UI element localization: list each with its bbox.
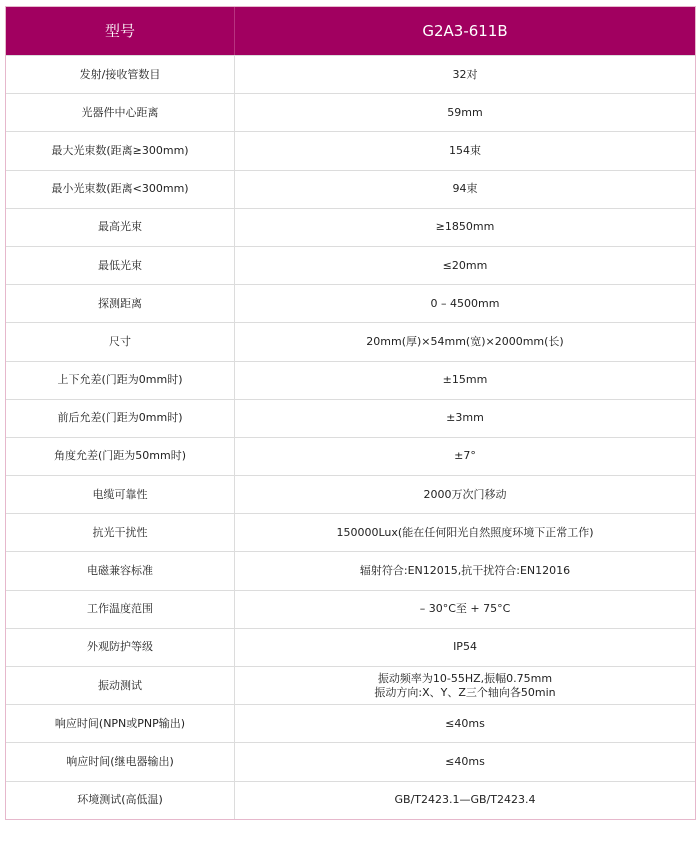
table-row [6, 399, 695, 437]
spec-label: 角度允差(门距为50mm时) [6, 438, 235, 475]
spec-value-line: ≤40ms [445, 716, 485, 730]
spec-value [235, 514, 695, 551]
spec-value-line: 94束 [452, 182, 478, 196]
spec-value [235, 629, 695, 666]
spec-label: 环境测试(高低温) [6, 782, 235, 819]
spec-label: 工作温度范围 [6, 591, 235, 628]
spec-value [235, 552, 695, 589]
spec-value-line: 154束 [449, 143, 481, 157]
spec-label: 发射/接收管数目 [6, 56, 235, 93]
table-header [6, 7, 695, 55]
table-row [6, 208, 695, 246]
table-row [6, 590, 695, 628]
spec-label: 光器件中心距离 [6, 94, 235, 131]
table-row [6, 475, 695, 513]
table-row [6, 246, 695, 284]
table-row [6, 781, 695, 819]
table-row [6, 170, 695, 208]
table-row [6, 55, 695, 93]
spec-value-line: 32对 [452, 67, 478, 81]
spec-label: 最高光束 [6, 209, 235, 246]
spec-value-line: IP54 [453, 640, 477, 654]
spec-label: 振动测试 [6, 667, 235, 704]
table-row [6, 551, 695, 589]
header-model-label: 型号 [6, 7, 235, 55]
spec-label: 响应时间(NPN或PNP输出) [6, 705, 235, 742]
spec-value-line: 20mm(厚)×54mm(宽)×2000mm(长) [366, 334, 564, 348]
spec-value-line: 振动方向:X、Y、Z三个轴向各50min [374, 685, 556, 699]
spec-value [235, 285, 695, 322]
table-row [6, 704, 695, 742]
spec-value-line: ±15mm [442, 373, 488, 387]
spec-label: 电缆可靠性 [6, 476, 235, 513]
spec-value [235, 782, 695, 819]
spec-label: 响应时间(继电器输出) [6, 743, 235, 780]
spec-value-line: ±3mm [446, 411, 484, 425]
spec-label: 上下允差(门距为0mm时) [6, 362, 235, 399]
spec-value-line: ≥1850mm [435, 220, 495, 234]
spec-value [235, 743, 695, 780]
spec-label: 尺寸 [6, 323, 235, 360]
spec-value [235, 323, 695, 360]
table-row [6, 437, 695, 475]
spec-value [235, 209, 695, 246]
spec-value-line: 振动频率为10-55HZ,振幅0.75mm [377, 671, 553, 685]
spec-value-line: ≤20mm [442, 258, 488, 272]
spec-value-line: GB/T2423.1—GB/T2423.4 [394, 793, 536, 807]
spec-value [235, 362, 695, 399]
table-row [6, 284, 695, 322]
spec-value-line: 0 – 4500mm [430, 296, 500, 310]
spec-value [235, 591, 695, 628]
spec-value-line: 2000万次门移动 [423, 487, 507, 501]
spec-value [235, 705, 695, 742]
spec-value [235, 476, 695, 513]
spec-value [235, 400, 695, 437]
table-row [6, 628, 695, 666]
spec-label: 探测距离 [6, 285, 235, 322]
spec-value-line: 150000Lux(能在任何阳光自然照度环境下正常工作) [336, 525, 594, 539]
spec-label: 前后允差(门距为0mm时) [6, 400, 235, 437]
spec-value-line: ±7° [454, 449, 476, 463]
table-row [6, 513, 695, 551]
spec-value [235, 667, 695, 704]
spec-value [235, 94, 695, 131]
table-body [6, 55, 695, 819]
spec-value [235, 438, 695, 475]
table-row [6, 93, 695, 131]
spec-value-line: – 30°C至 + 75°C [419, 602, 511, 616]
spec-label: 外观防护等级 [6, 629, 235, 666]
header-model-value: G2A3-611B [422, 22, 508, 40]
spec-value [235, 132, 695, 169]
spec-value [235, 247, 695, 284]
spec-value-line: 59mm [447, 105, 483, 119]
spec-label: 电磁兼容标准 [6, 552, 235, 589]
spec-label: 最小光束数(距离<300mm) [6, 171, 235, 208]
table-row [6, 361, 695, 399]
spec-label: 抗光干扰性 [6, 514, 235, 551]
spec-value [235, 56, 695, 93]
table-row [6, 742, 695, 780]
spec-label: 最大光束数(距离≥300mm) [6, 132, 235, 169]
spec-table [5, 6, 696, 820]
table-row [6, 666, 695, 704]
spec-value [235, 171, 695, 208]
table-row [6, 131, 695, 169]
spec-value-line: 辐射符合:EN12015,抗干扰符合:EN12016 [359, 564, 571, 578]
spec-label: 最低光束 [6, 247, 235, 284]
spec-value-line: ≤40ms [445, 754, 485, 768]
table-row [6, 322, 695, 360]
